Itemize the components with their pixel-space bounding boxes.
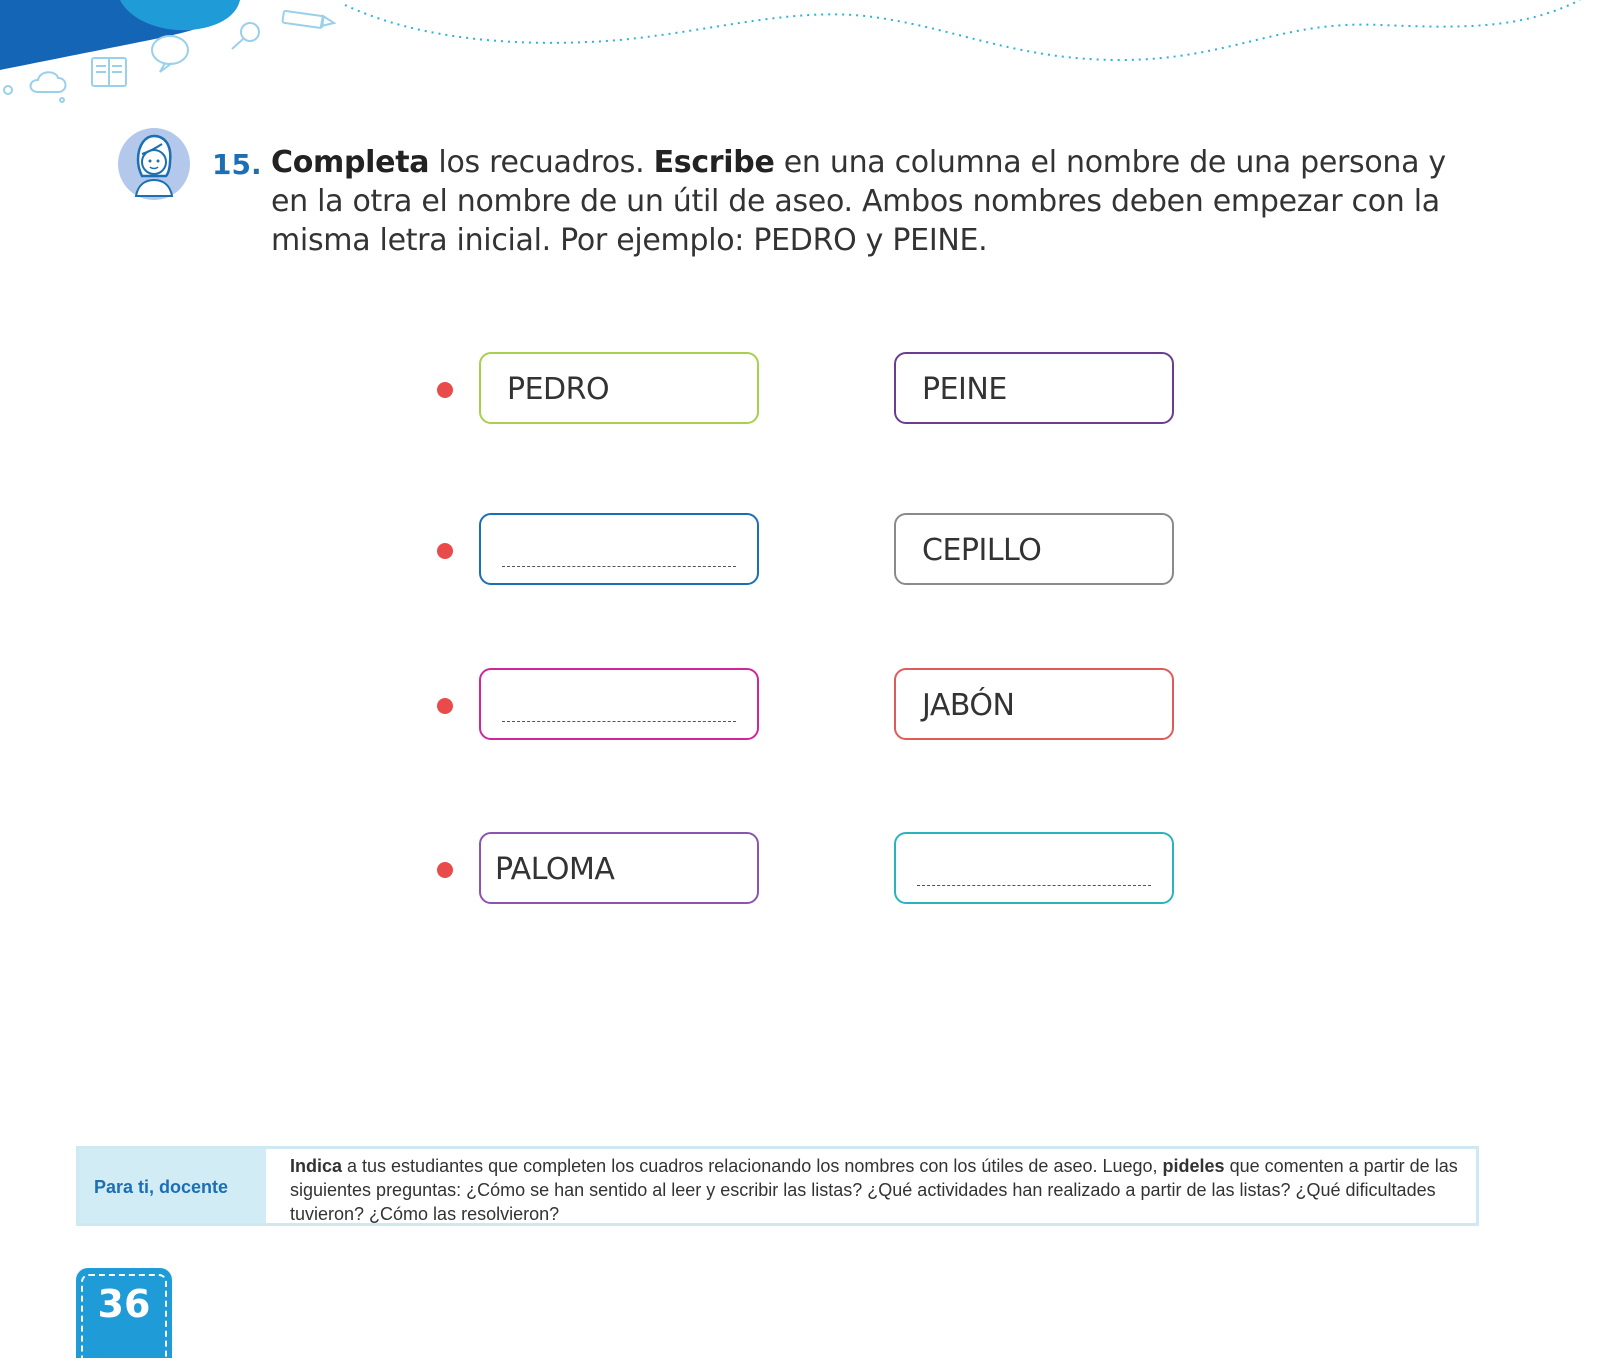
student-avatar-icon (116, 126, 192, 208)
exercise-number: 15. (212, 148, 262, 181)
hygiene-item-box-4[interactable] (894, 832, 1174, 904)
teacher-note-verb-ask: pideles (1162, 1156, 1225, 1176)
write-line[interactable] (502, 721, 736, 722)
speech-bubble-icon (152, 36, 188, 72)
page-number: 36 (97, 1282, 151, 1326)
hygiene-item: JABÓN (922, 688, 1015, 723)
pair-row-2 (0, 513, 1600, 589)
bullet-dot (437, 382, 453, 398)
book-icon (92, 58, 126, 86)
instruction-text-2: en una columna el nombre de una persona y en la otra el nombre de un útil de aseo. Ambos nombres deben empezar con la misma letra inicial. Por ejemplo: PEDRO y PEINE. (271, 145, 1446, 258)
teacher-note-text-1: a tus estudiantes que completen los cuadros relacionando los nombres con los útiles de aseo. Luego, (342, 1156, 1163, 1176)
instruction-text-1: los recuadros. (429, 145, 654, 180)
page-number-tab (76, 1268, 172, 1358)
instruction-verb-write: Escribe (653, 145, 775, 180)
write-line[interactable] (502, 566, 736, 567)
person-name-box-3[interactable] (479, 668, 759, 740)
bullet-dot (437, 862, 453, 878)
pair-row-3 (0, 668, 1600, 744)
teacher-note-label-cell (79, 1149, 266, 1223)
write-line[interactable] (917, 885, 1151, 886)
teacher-note-text-2: que comenten a partir de las siguientes preguntas: ¿Cómo se han sentido al leer y escribir las listas? ¿Qué actividades han realizado a partir de las listas? ¿Qué dificultades tuvieron? ¿Cómo las resolvieron? (290, 1156, 1458, 1224)
teacher-note-verb-indicate: Indica (290, 1156, 343, 1176)
person-name-box-4 (479, 832, 759, 904)
hygiene-item: CEPILLO (922, 533, 1042, 568)
hygiene-item: PEINE (922, 372, 1007, 407)
person-name: PEDRO (507, 372, 610, 407)
pencil-icon (282, 11, 334, 28)
pair-row-4 (0, 832, 1600, 908)
teacher-note (76, 1146, 1479, 1226)
person-name: PALOMA (495, 852, 615, 887)
thought-cloud-icon (4, 72, 66, 102)
header-decoration (0, 0, 1600, 120)
teacher-note-body (290, 1154, 1460, 1226)
bullet-dot (437, 543, 453, 559)
person-name-box-2[interactable] (479, 513, 759, 585)
exercise-instruction (271, 143, 1471, 260)
bullet-dot (437, 698, 453, 714)
person-name-box-1 (479, 352, 759, 424)
magnifier-icon (232, 23, 259, 49)
hygiene-item-box-1 (894, 352, 1174, 424)
hygiene-item-box-3 (894, 668, 1174, 740)
teacher-note-label: Para ti, docente (94, 1177, 229, 1197)
hygiene-item-box-2 (894, 513, 1174, 585)
pair-row-1 (0, 352, 1600, 428)
instruction-verb-complete: Completa (271, 145, 430, 180)
